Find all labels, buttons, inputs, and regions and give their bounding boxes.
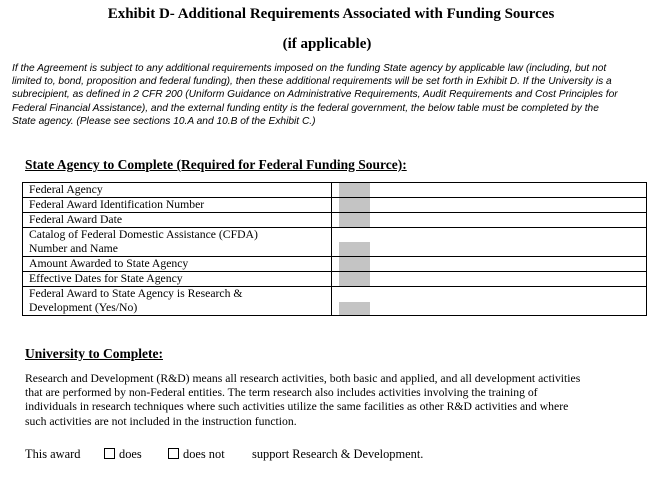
- university-heading: University to Complete:: [25, 346, 163, 361]
- exhibit-title: Exhibit D- Additional Requirements Associated with Funding Sources: [107, 6, 555, 22]
- intro-line: subrecipient, as defined in 2 CFR 200 (Uniform Guidance on Administrative Requirements, Audit Requirements and Cost Principles for: [12, 89, 618, 101]
- shaded-field: [339, 302, 370, 315]
- row-label-line: Federal Award to State Agency is Research &: [29, 287, 243, 300]
- intro-line: Federal Financial Assistance), and the external funding entity is the federal government, the below table must be completed by the: [12, 102, 599, 114]
- does-checkbox[interactable]: [104, 448, 115, 459]
- intro-line: limited to, bond, proposition and federal funding), then these additional requirements will be set forth in Exhibit D. If the University is a: [12, 76, 612, 88]
- shaded-field: [339, 198, 370, 212]
- row-label: Amount Awarded to State Agency: [23, 257, 332, 272]
- row-label: Federal Award Date: [23, 213, 332, 228]
- table-row: [23, 257, 647, 272]
- exhibit-subtitle: (if applicable): [282, 36, 372, 52]
- award-id-field[interactable]: [332, 198, 647, 213]
- row-label: [23, 287, 332, 316]
- amount-awarded-field[interactable]: [332, 257, 647, 272]
- award-date-field[interactable]: [332, 213, 647, 228]
- shaded-field: [339, 213, 370, 227]
- table-row: [23, 213, 647, 228]
- row-label: Federal Agency: [23, 183, 332, 198]
- paragraph-line: such activities are not included in the instruction function.: [25, 414, 297, 428]
- table-row: [23, 272, 647, 287]
- shaded-field: [339, 257, 370, 271]
- paragraph-line: that are performed by non-Federal entities. The term research also includes activities involving the training of: [25, 386, 538, 400]
- does-label: does: [119, 447, 142, 461]
- cfda-field[interactable]: [332, 228, 647, 257]
- intro-paragraph: [12, 62, 662, 128]
- row-label-line: Number and Name: [29, 242, 118, 255]
- shaded-field: [339, 242, 370, 256]
- does-not-option[interactable]: [168, 446, 225, 462]
- table-row: [23, 198, 647, 213]
- shaded-field: [339, 272, 370, 286]
- does-not-checkbox[interactable]: [168, 448, 179, 459]
- award-prefix: This award: [25, 447, 81, 461]
- effective-dates-field[interactable]: [332, 272, 647, 287]
- does-not-label: does not: [183, 447, 225, 461]
- row-label-line: Catalog of Federal Domestic Assistance (CFDA): [29, 228, 258, 241]
- paragraph-line: individuals in research techniques where such activities utilize the same facilities as other R&D activities and where: [25, 400, 569, 414]
- does-option[interactable]: [104, 446, 142, 462]
- research-development-field[interactable]: [332, 287, 647, 316]
- intro-line: State agency. (Please see sections 10.A and 10.B of the Exhibit C.): [12, 115, 316, 127]
- federal-agency-field[interactable]: [332, 183, 647, 198]
- federal-funding-table: [22, 182, 647, 316]
- row-label: Effective Dates for State Agency: [23, 272, 332, 287]
- paragraph-line: Research and Development (R&D) means all research activities, both basic and applied, and all development activities: [25, 372, 581, 385]
- state-agency-heading: State Agency to Complete (Required for Federal Funding Source):: [25, 157, 407, 172]
- award-suffix: support Research & Development.: [252, 447, 424, 461]
- table-row: [23, 228, 647, 257]
- row-label-line: Development (Yes/No): [29, 301, 138, 314]
- table-row: [23, 287, 647, 316]
- table-row: [23, 183, 647, 198]
- row-label: Federal Award Identification Number: [23, 198, 332, 213]
- intro-line: If the Agreement is subject to any additional requirements imposed on the funding State agency by applicable law (including, but not: [12, 63, 607, 74]
- shaded-field: [339, 183, 370, 197]
- row-label: [23, 228, 332, 257]
- rd-definition-paragraph: [25, 372, 650, 429]
